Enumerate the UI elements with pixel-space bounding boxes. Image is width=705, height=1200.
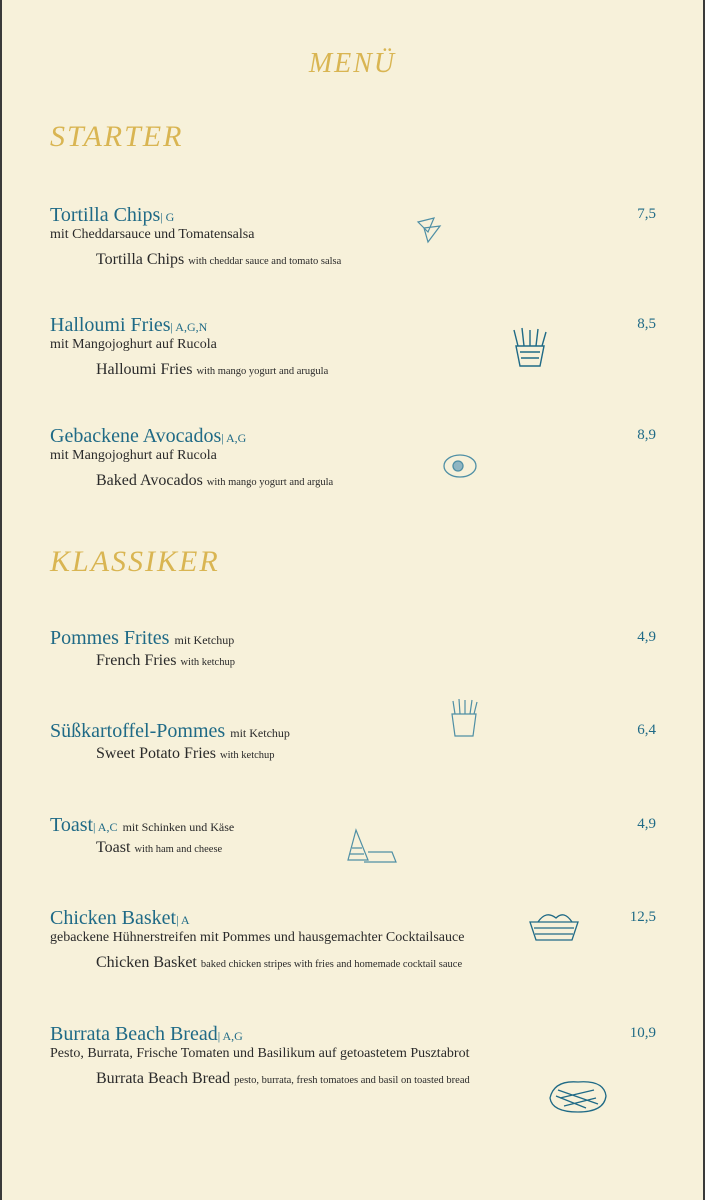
- tortilla-chips-icon: [414, 214, 444, 244]
- item-english-name: Toast: [96, 839, 131, 856]
- avocado-icon: [440, 450, 480, 482]
- item-price: 4,9: [637, 629, 656, 645]
- item-english-name: Tortilla Chips: [96, 251, 185, 268]
- item-english-description: with mango yogurt and arugula: [196, 366, 329, 377]
- item-english-description: with ketchup: [220, 750, 275, 761]
- item-english-name: Burrata Beach Bread: [96, 1070, 231, 1087]
- item-price: 8,9: [637, 427, 656, 443]
- item-price: 12,5: [629, 909, 656, 925]
- item-name: Halloumi Fries: [50, 314, 171, 336]
- item-name: Tortilla Chips: [50, 204, 161, 226]
- menu-item-halloumi-fries: [50, 314, 656, 379]
- item-price: 7,5: [637, 206, 656, 222]
- item-price: 4,9: [637, 816, 656, 832]
- menu-title: MENÜ: [308, 48, 397, 79]
- item-allergens: | A,G: [217, 1029, 243, 1043]
- item-allergens: | A,G: [221, 431, 247, 445]
- item-name: Süßkartoffel-Pommes: [50, 720, 226, 742]
- item-price: 10,9: [629, 1025, 656, 1041]
- item-allergens: | A,C: [93, 820, 118, 834]
- item-inline-description: mit Ketchup: [174, 633, 235, 647]
- item-english-description: with ketchup: [180, 657, 235, 668]
- menu-item-baked-avocados: [50, 425, 656, 490]
- section-title-starter: STARTER: [50, 120, 184, 153]
- item-allergens: | G: [160, 210, 175, 224]
- item-english-description: pesto, burrata, fresh tomatoes and basil on toasted bread: [234, 1075, 470, 1086]
- item-inline-description: mit Ketchup: [230, 726, 290, 740]
- item-inline-description: mit Schinken und Käse: [122, 820, 235, 834]
- item-english-description: with ham and cheese: [134, 844, 223, 855]
- fries-basket-icon: [510, 326, 550, 370]
- menu-item-sweet-potato-fries: [50, 720, 656, 763]
- item-name: Gebackene Avocados: [50, 425, 222, 447]
- page-border-left: [0, 0, 2, 1200]
- item-allergens: | A: [176, 913, 190, 927]
- item-english-name: Chicken Basket: [96, 954, 197, 971]
- item-english-description: with mango yogurt and argula: [206, 477, 334, 488]
- item-english-name: French Fries: [96, 652, 177, 669]
- item-price: 8,5: [637, 316, 656, 332]
- item-english-description: baked chicken stripes with fries and homemade cocktail sauce: [200, 959, 463, 970]
- item-description: mit Mangojoghurt auf Rucola: [50, 448, 217, 463]
- item-name: Pommes Frites: [50, 627, 170, 649]
- item-english-name: Baked Avocados: [96, 472, 203, 489]
- section-title-klassiker: KLASSIKER: [50, 545, 220, 578]
- item-name: Toast: [50, 814, 94, 836]
- item-price: 6,4: [637, 722, 656, 738]
- item-english-name: Sweet Potato Fries: [96, 745, 216, 762]
- item-english-name: Halloumi Fries: [96, 361, 193, 378]
- item-description: mit Cheddarsauce und Tomatensalsa: [50, 227, 255, 242]
- item-name: Chicken Basket: [50, 907, 177, 929]
- fries-carton-icon: [446, 698, 482, 738]
- item-description: mit Mangojoghurt auf Rucola: [50, 337, 217, 352]
- menu-item-pommes-frites: [50, 627, 656, 670]
- sandwich-icon: [342, 824, 400, 868]
- item-english-description: with cheddar sauce and tomato salsa: [188, 256, 342, 267]
- item-allergens: | A,G,N: [170, 320, 208, 334]
- bread-icon: [546, 1076, 610, 1116]
- item-description: gebackene Hühnerstreifen mit Pommes und hausgemachter Cocktailsauce: [50, 930, 465, 945]
- chicken-basket-icon: [526, 908, 582, 944]
- menu-item-tortilla-chips: [50, 204, 656, 269]
- item-name: Burrata Beach Bread: [50, 1023, 218, 1045]
- item-description: Pesto, Burrata, Frische Tomaten und Basilikum auf getoastetem Pusztabrot: [50, 1046, 470, 1061]
